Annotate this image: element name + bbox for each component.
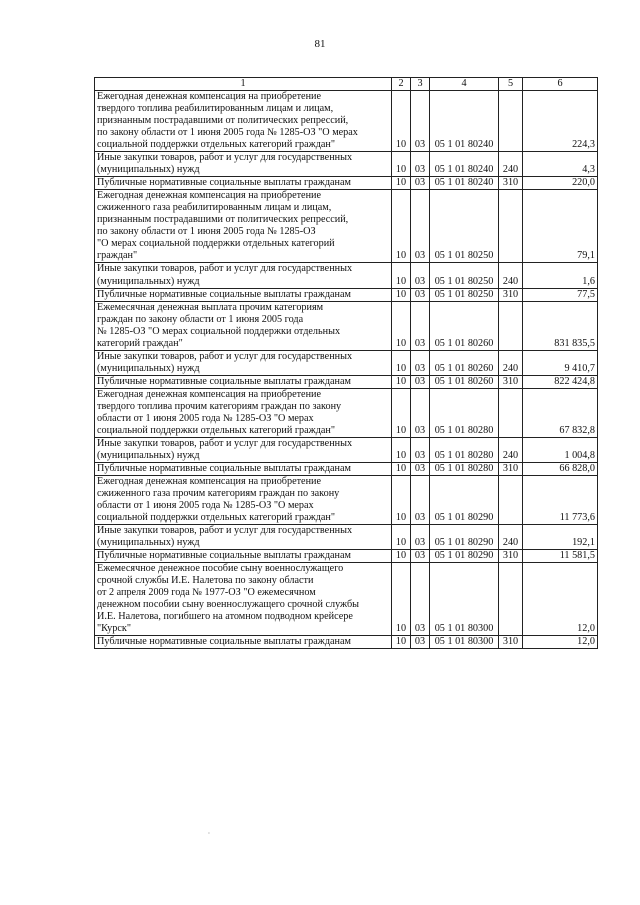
column-header-section: 2 — [392, 78, 411, 91]
cell-target-article: 05 1 01 80260 — [430, 350, 499, 375]
cell-subsection: 03 — [411, 636, 430, 649]
cell-target-article: 05 1 01 80260 — [430, 375, 499, 388]
cell-amount: 11 581,5 — [523, 550, 598, 563]
cell-amount: 67 832,8 — [523, 388, 598, 437]
cell-section: 10 — [392, 388, 411, 437]
cell-amount: 77,5 — [523, 288, 598, 301]
cell-target-article: 05 1 01 80250 — [430, 263, 499, 288]
cell-description: Ежегодная денежная компенсация на приобретение твердого топлива реабилитированным лицам и лицам, признанным пострадавшими от политических репрессий, по закону области от 1 июня 2005 года № 1285-ОЗ "О мерах социальной поддержки отдельных категорий граждан" — [95, 91, 392, 152]
cell-subsection: 03 — [411, 177, 430, 190]
cell-expense-type: 310 — [499, 177, 523, 190]
cell-target-article: 05 1 01 80240 — [430, 152, 499, 177]
budget-table — [94, 77, 598, 649]
cell-subsection: 03 — [411, 91, 430, 152]
cell-amount: 11 773,6 — [523, 476, 598, 525]
cell-expense-type — [499, 476, 523, 525]
cell-section: 10 — [392, 525, 411, 550]
table-row — [95, 525, 598, 550]
table-row — [95, 437, 598, 462]
cell-subsection: 03 — [411, 563, 430, 636]
cell-section: 10 — [392, 288, 411, 301]
cell-expense-type — [499, 563, 523, 636]
cell-subsection: 03 — [411, 152, 430, 177]
cell-amount: 9 410,7 — [523, 350, 598, 375]
cell-subsection: 03 — [411, 462, 430, 475]
cell-description: Иные закупки товаров, работ и услуг для государственных (муниципальных) нужд — [95, 350, 392, 375]
cell-expense-type — [499, 301, 523, 350]
cell-description: Публичные нормативные социальные выплаты гражданам — [95, 636, 392, 649]
cell-target-article: 05 1 01 80240 — [430, 177, 499, 190]
cell-target-article: 05 1 01 80280 — [430, 462, 499, 475]
cell-target-article: 05 1 01 80290 — [430, 476, 499, 525]
cell-section: 10 — [392, 263, 411, 288]
cell-target-article: 05 1 01 80240 — [430, 91, 499, 152]
cell-expense-type: 240 — [499, 525, 523, 550]
cell-description: Иные закупки товаров, работ и услуг для государственных (муниципальных) нужд — [95, 525, 392, 550]
cell-expense-type: 310 — [499, 375, 523, 388]
cell-target-article: 05 1 01 80280 — [430, 437, 499, 462]
cell-amount: 192,1 — [523, 525, 598, 550]
table-row — [95, 563, 598, 636]
column-header-expense-type: 5 — [499, 78, 523, 91]
cell-target-article: 05 1 01 80300 — [430, 636, 499, 649]
table-row — [95, 288, 598, 301]
table-row — [95, 177, 598, 190]
cell-subsection: 03 — [411, 525, 430, 550]
cell-section: 10 — [392, 563, 411, 636]
cell-amount: 12,0 — [523, 563, 598, 636]
table-row — [95, 462, 598, 475]
cell-section: 10 — [392, 91, 411, 152]
cell-subsection: 03 — [411, 375, 430, 388]
cell-target-article: 05 1 01 80290 — [430, 550, 499, 563]
table-row — [95, 375, 598, 388]
cell-description: Публичные нормативные социальные выплаты гражданам — [95, 462, 392, 475]
cell-amount: 79,1 — [523, 190, 598, 263]
cell-expense-type — [499, 91, 523, 152]
cell-target-article: 05 1 01 80260 — [430, 301, 499, 350]
cell-description: Ежегодная денежная компенсация на приобретение сжиженного газа прочим категориям граждан по закону области от 1 июня 2005 года № 1285-ОЗ "О мерах социальной поддержки отдельных категорий граждан" — [95, 476, 392, 525]
cell-description: Ежегодная денежная компенсация на приобретение сжиженного газа реабилитированным лицам и лицам, признанным пострадавшими от политических репрессий, по закону области от 1 июня 2005 года № 1285-ОЗ "О мерах социальной поддержки отдельных категорий граждан" — [95, 190, 392, 263]
table-row — [95, 550, 598, 563]
cell-section: 10 — [392, 437, 411, 462]
cell-amount: 831 835,5 — [523, 301, 598, 350]
cell-amount: 822 424,8 — [523, 375, 598, 388]
cell-description: Ежемесячная денежная выплата прочим категориям граждан по закону области от 1 июня 2005 года № 1285-ОЗ "О мерах социальной поддержки отдельных категорий граждан" — [95, 301, 392, 350]
table-row — [95, 636, 598, 649]
page-number: 81 — [314, 38, 326, 50]
scan-mark: · — [207, 829, 211, 838]
cell-description: Иные закупки товаров, работ и услуг для государственных (муниципальных) нужд — [95, 152, 392, 177]
table-row — [95, 91, 598, 152]
cell-amount: 224,3 — [523, 91, 598, 152]
table-row — [95, 388, 598, 437]
cell-section: 10 — [392, 375, 411, 388]
cell-expense-type: 240 — [499, 263, 523, 288]
cell-amount: 12,0 — [523, 636, 598, 649]
cell-expense-type: 310 — [499, 550, 523, 563]
cell-section: 10 — [392, 476, 411, 525]
cell-description: Публичные нормативные социальные выплаты гражданам — [95, 288, 392, 301]
cell-target-article: 05 1 01 80250 — [430, 288, 499, 301]
cell-subsection: 03 — [411, 388, 430, 437]
cell-section: 10 — [392, 177, 411, 190]
cell-amount: 1 004,8 — [523, 437, 598, 462]
cell-target-article: 05 1 01 80290 — [430, 525, 499, 550]
cell-section: 10 — [392, 301, 411, 350]
cell-expense-type: 240 — [499, 152, 523, 177]
cell-section: 10 — [392, 190, 411, 263]
table-row — [95, 350, 598, 375]
cell-expense-type — [499, 388, 523, 437]
cell-expense-type: 240 — [499, 350, 523, 375]
cell-description: Иные закупки товаров, работ и услуг для государственных (муниципальных) нужд — [95, 263, 392, 288]
cell-target-article: 05 1 01 80250 — [430, 190, 499, 263]
cell-subsection: 03 — [411, 288, 430, 301]
cell-expense-type: 310 — [499, 636, 523, 649]
cell-amount: 1,6 — [523, 263, 598, 288]
table-row — [95, 190, 598, 263]
column-header-name: 1 — [95, 78, 392, 91]
cell-target-article: 05 1 01 80280 — [430, 388, 499, 437]
cell-section: 10 — [392, 636, 411, 649]
cell-subsection: 03 — [411, 476, 430, 525]
cell-expense-type: 240 — [499, 437, 523, 462]
table-header-row — [95, 78, 598, 91]
cell-amount: 220,0 — [523, 177, 598, 190]
cell-description: Иные закупки товаров, работ и услуг для государственных (муниципальных) нужд — [95, 437, 392, 462]
table-row — [95, 152, 598, 177]
cell-section: 10 — [392, 462, 411, 475]
table-row — [95, 263, 598, 288]
cell-section: 10 — [392, 550, 411, 563]
cell-description: Публичные нормативные социальные выплаты гражданам — [95, 550, 392, 563]
table-row — [95, 301, 598, 350]
cell-target-article: 05 1 01 80300 — [430, 563, 499, 636]
cell-description: Ежемесячное денежное пособие сыну военнослужащего срочной службы И.Е. Налетова по закону области от 2 апреля 2009 года № 1977-ОЗ "О ежемесячном денежном пособии сыну военнослужащего срочной службы И.Е. Налетова, погибшего на атомном подводном крейсере "Курск" — [95, 563, 392, 636]
cell-section: 10 — [392, 152, 411, 177]
cell-expense-type — [499, 190, 523, 263]
cell-subsection: 03 — [411, 350, 430, 375]
cell-description: Ежегодная денежная компенсация на приобретение твердого топлива прочим категориям граждан по закону области от 1 июня 2005 года № 1285-ОЗ "О мерах социальной поддержки отдельных категорий граждан" — [95, 388, 392, 437]
cell-subsection: 03 — [411, 263, 430, 288]
cell-expense-type: 310 — [499, 462, 523, 475]
cell-amount: 66 828,0 — [523, 462, 598, 475]
cell-expense-type: 310 — [499, 288, 523, 301]
cell-section: 10 — [392, 350, 411, 375]
table-row — [95, 476, 598, 525]
cell-amount: 4,3 — [523, 152, 598, 177]
cell-subsection: 03 — [411, 437, 430, 462]
column-header-amount: 6 — [523, 78, 598, 91]
cell-subsection: 03 — [411, 550, 430, 563]
cell-subsection: 03 — [411, 301, 430, 350]
cell-subsection: 03 — [411, 190, 430, 263]
cell-description: Публичные нормативные социальные выплаты гражданам — [95, 177, 392, 190]
cell-description: Публичные нормативные социальные выплаты гражданам — [95, 375, 392, 388]
column-header-subsection: 3 — [411, 78, 430, 91]
column-header-target-article: 4 — [430, 78, 499, 91]
